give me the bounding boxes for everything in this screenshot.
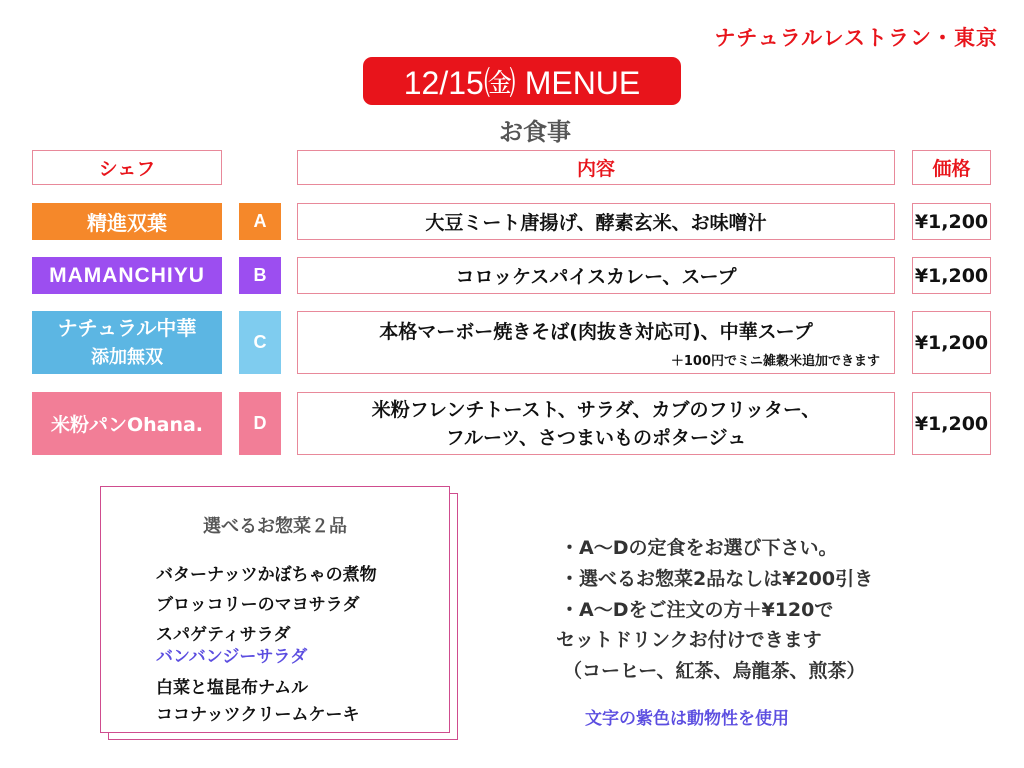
section-title: お食事 (499, 118, 571, 146)
chef-c (32, 311, 222, 374)
side-dish-item: スパゲティサラダ (156, 625, 291, 645)
chef-c-line2: 添加無双 (91, 346, 163, 368)
price-d: ¥1,200 (912, 392, 991, 455)
side-dish-item: ココナッツクリームケーキ (156, 705, 360, 725)
animal-product-note: 文字の紫色は動物性を使用 (585, 709, 789, 729)
header-chef: シェフ (32, 150, 222, 185)
chef-a: 精進双葉 (32, 203, 222, 240)
content-b: コロッケスパイスカレー、スープ (297, 257, 895, 294)
content-c-main: 本格マーボー焼きそば(肉抜き対応可)、中華スープ (379, 321, 813, 343)
chef-c-line1: ナチュラル中華 (57, 315, 197, 340)
restaurant-name: ナチュラルレストラン・東京 (714, 26, 998, 50)
side-dish-item: 白菜と塩昆布ナムル (156, 678, 309, 698)
chef-d: 米粉パンOhana. (32, 392, 222, 455)
set-label-c: C (239, 311, 281, 374)
content-d-line1: 米粉フレンチトースト、サラダ、カブのフリッター、 (371, 398, 821, 421)
content-c-note: ＋100円でミニ雑穀米追加できます (670, 354, 880, 369)
menu-title-banner: 12/15㈮ MENUE (363, 57, 681, 105)
price-c: ¥1,200 (912, 311, 991, 374)
content-a: 大豆ミート唐揚げ、酵素玄米、お味噌汁 (297, 203, 895, 240)
price-a: ¥1,200 (912, 203, 991, 240)
info-line: ・A〜Dの定食をお選び下さい。 (560, 537, 838, 559)
content-c (297, 311, 895, 374)
side-dish-item: ブロッコリーのマヨサラダ (156, 595, 360, 615)
side-dish-title: 選べるお惣菜２品 (203, 516, 347, 537)
content-d (297, 392, 895, 455)
chef-b: MAMANCHIYU (32, 257, 222, 294)
side-dish-item-animal: バンバンジーサラダ (156, 647, 308, 667)
set-label-d: D (239, 392, 281, 455)
info-line: ・選べるお惣菜2品なしは¥200引き (560, 568, 874, 590)
side-dish-item: バターナッツかぼちゃの煮物 (156, 565, 377, 585)
set-label-b: B (239, 257, 281, 294)
header-price: 価格 (912, 150, 991, 185)
info-line: ・A〜Dをご注文の方＋¥120で (560, 599, 834, 621)
info-line: （コーヒー、紅茶、烏龍茶、煎茶） (563, 660, 866, 682)
price-b: ¥1,200 (912, 257, 991, 294)
content-d-line2: フルーツ、さつまいものポタージュ (445, 426, 747, 449)
set-label-a: A (239, 203, 281, 240)
info-line: セットドリンクお付けできます (556, 629, 822, 651)
header-content: 内容 (297, 150, 895, 185)
